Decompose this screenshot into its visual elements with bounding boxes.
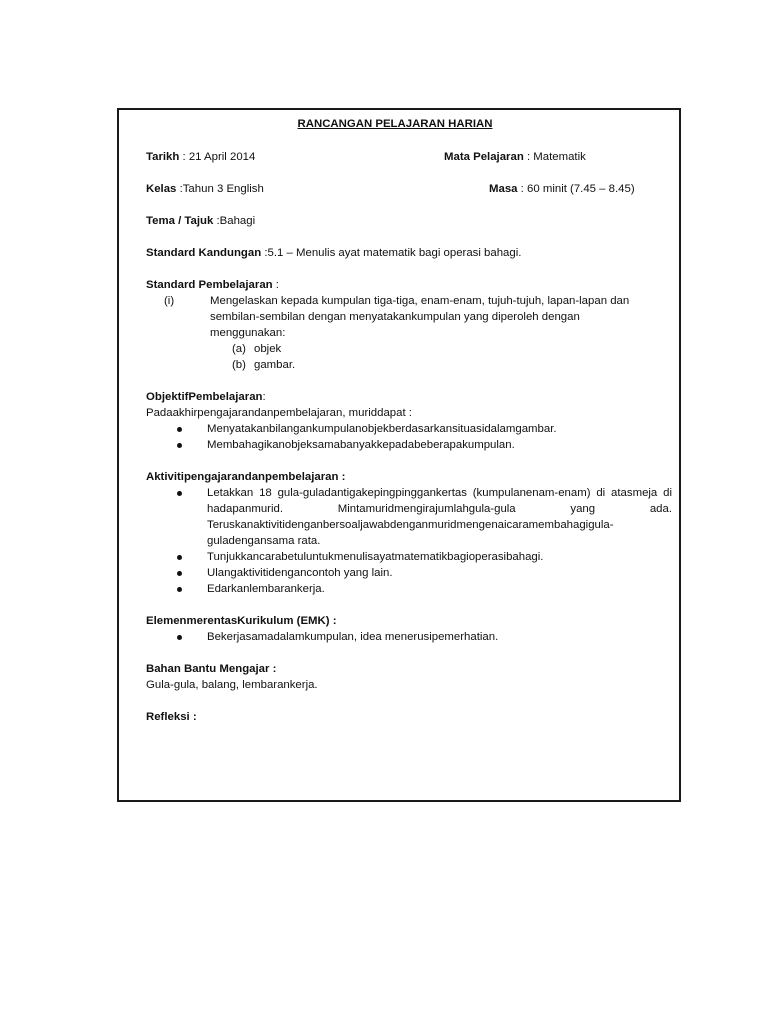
- activity-1-line-3: Teruskanaktivitidenganbersoaljawabdenganmuridmengenaicaramembahagigula-: [207, 519, 614, 531]
- learning-standard-section: [146, 277, 646, 373]
- activity-1-word: di: [663, 487, 672, 499]
- activity-1-line-1: [207, 485, 672, 501]
- objectives-list: [146, 421, 646, 453]
- theme-row: [146, 213, 646, 229]
- emk-list: [146, 629, 646, 645]
- learning-standard-sub-a: [210, 341, 646, 357]
- activity-1-line-4: guladengansama rata.: [207, 535, 321, 547]
- objectives-label: ObjektifPembelajaran: [146, 391, 263, 403]
- class-value: :Tahun 3 English: [179, 183, 264, 195]
- content-standard-value: :5.1 – Menulis ayat matematik bagi operasi bahagi.: [264, 247, 522, 259]
- list-item: Tunjukkancarabetuluntukmenulisayatmatematikbagioperasibahagi.: [146, 549, 672, 565]
- activities-section: [146, 469, 672, 597]
- class-field: [146, 183, 264, 195]
- date-subject-row: [146, 149, 646, 165]
- activity-1-word: ada.: [649, 503, 672, 515]
- teaching-aids-label: Bahan Bantu Mengajar :: [146, 663, 277, 675]
- learning-standard-item: [146, 293, 646, 373]
- learning-standard-colon: :: [272, 279, 279, 291]
- activity-1-word: (kumpulanenam-enam): [472, 487, 591, 499]
- activity-1-word: di: [596, 487, 606, 499]
- learning-standard-sub-b: [210, 357, 646, 373]
- list-item: Membahagikanobjeksamabanyakkepadabeberapakumpulan.: [146, 437, 672, 453]
- objectives-colon: :: [262, 391, 266, 403]
- date-label: Tarikh: [146, 151, 180, 163]
- objectives-section: [146, 389, 646, 453]
- content-standard-label: Standard Kandungan: [146, 247, 262, 259]
- lesson-plan-content: [146, 116, 672, 725]
- sub-a-text: objek: [254, 343, 282, 355]
- emk-label: ElemenmerentasKurikulum (EMK) :: [146, 615, 337, 627]
- activity-1-word: gula-guladantigakepingpinggankertas: [277, 487, 467, 499]
- sub-b-letter: (b): [232, 359, 246, 371]
- duration-field: [489, 181, 635, 197]
- sub-a-letter: (a): [232, 343, 246, 355]
- date-value: : 21 April 2014: [182, 151, 256, 163]
- list-item: [146, 485, 672, 549]
- class-duration-row: [146, 181, 646, 197]
- subject-value: : Matematik: [526, 151, 586, 163]
- duration-value: : 60 minit (7.45 – 8.45): [520, 183, 635, 195]
- class-label: Kelas: [146, 183, 177, 195]
- content-standard-row: [146, 245, 646, 261]
- activity-1-word: 18: [259, 487, 272, 499]
- activity-1-word: yang: [570, 503, 596, 515]
- subject-label: Mata Pelajaran: [444, 151, 524, 163]
- document-title: RANCANGAN PELAJARAN HARIAN: [297, 118, 493, 130]
- learning-standard-line-1: Mengelaskan kepada kumpulan tiga-tiga, enam-enam, tujuh-tujuh, lapan-lapan dan: [210, 295, 630, 307]
- activity-1-line-2: [207, 501, 672, 517]
- objectives-intro: Padaakhirpengajarandanpembelajaran, muriddapat :: [146, 407, 412, 419]
- reflection-section: [146, 709, 646, 725]
- list-item: Ulangaktivitidengancontoh yang lain.: [146, 565, 672, 581]
- activities-list: [146, 485, 672, 597]
- learning-standard-line-2: sembilan-sembilan dengan menyatakankumpulan yang diperoleh dengan menggunakan:: [210, 311, 580, 339]
- teaching-aids-section: [146, 661, 646, 693]
- list-item: Bekerjasamadalamkumpulan, idea menerusipemerhatian.: [146, 629, 672, 645]
- sub-b-text: gambar.: [254, 359, 296, 371]
- learning-standard-number: (i): [164, 295, 175, 307]
- reflection-label: Refleksi :: [146, 711, 197, 723]
- date-field: [146, 151, 255, 163]
- subject-field: [444, 149, 586, 165]
- activities-label: Aktivitipengajarandanpembelajaran :: [146, 471, 346, 483]
- emk-section: [146, 613, 646, 645]
- activity-1-word: hadapanmurid.: [207, 503, 283, 515]
- theme-value: :Bahagi: [216, 215, 256, 227]
- teaching-aids-value: Gula-gula, balang, lembarankerja.: [146, 679, 318, 691]
- list-item: Edarkanlembarankerja.: [146, 581, 672, 597]
- learning-standard-label: Standard Pembelajaran: [146, 279, 273, 291]
- theme-label: Tema / Tajuk: [146, 215, 214, 227]
- lesson-plan-frame: [117, 108, 681, 802]
- list-item: Menyatakanbilangankumpulanobjekberdasarkansituasidalamgambar.: [146, 421, 672, 437]
- activity-1-word: Letakkan: [207, 487, 254, 499]
- activity-1-word: atasmeja: [611, 487, 658, 499]
- duration-label: Masa: [489, 183, 518, 195]
- activity-1-word: Mintamuridmengirajumlahgula-gula: [337, 503, 516, 515]
